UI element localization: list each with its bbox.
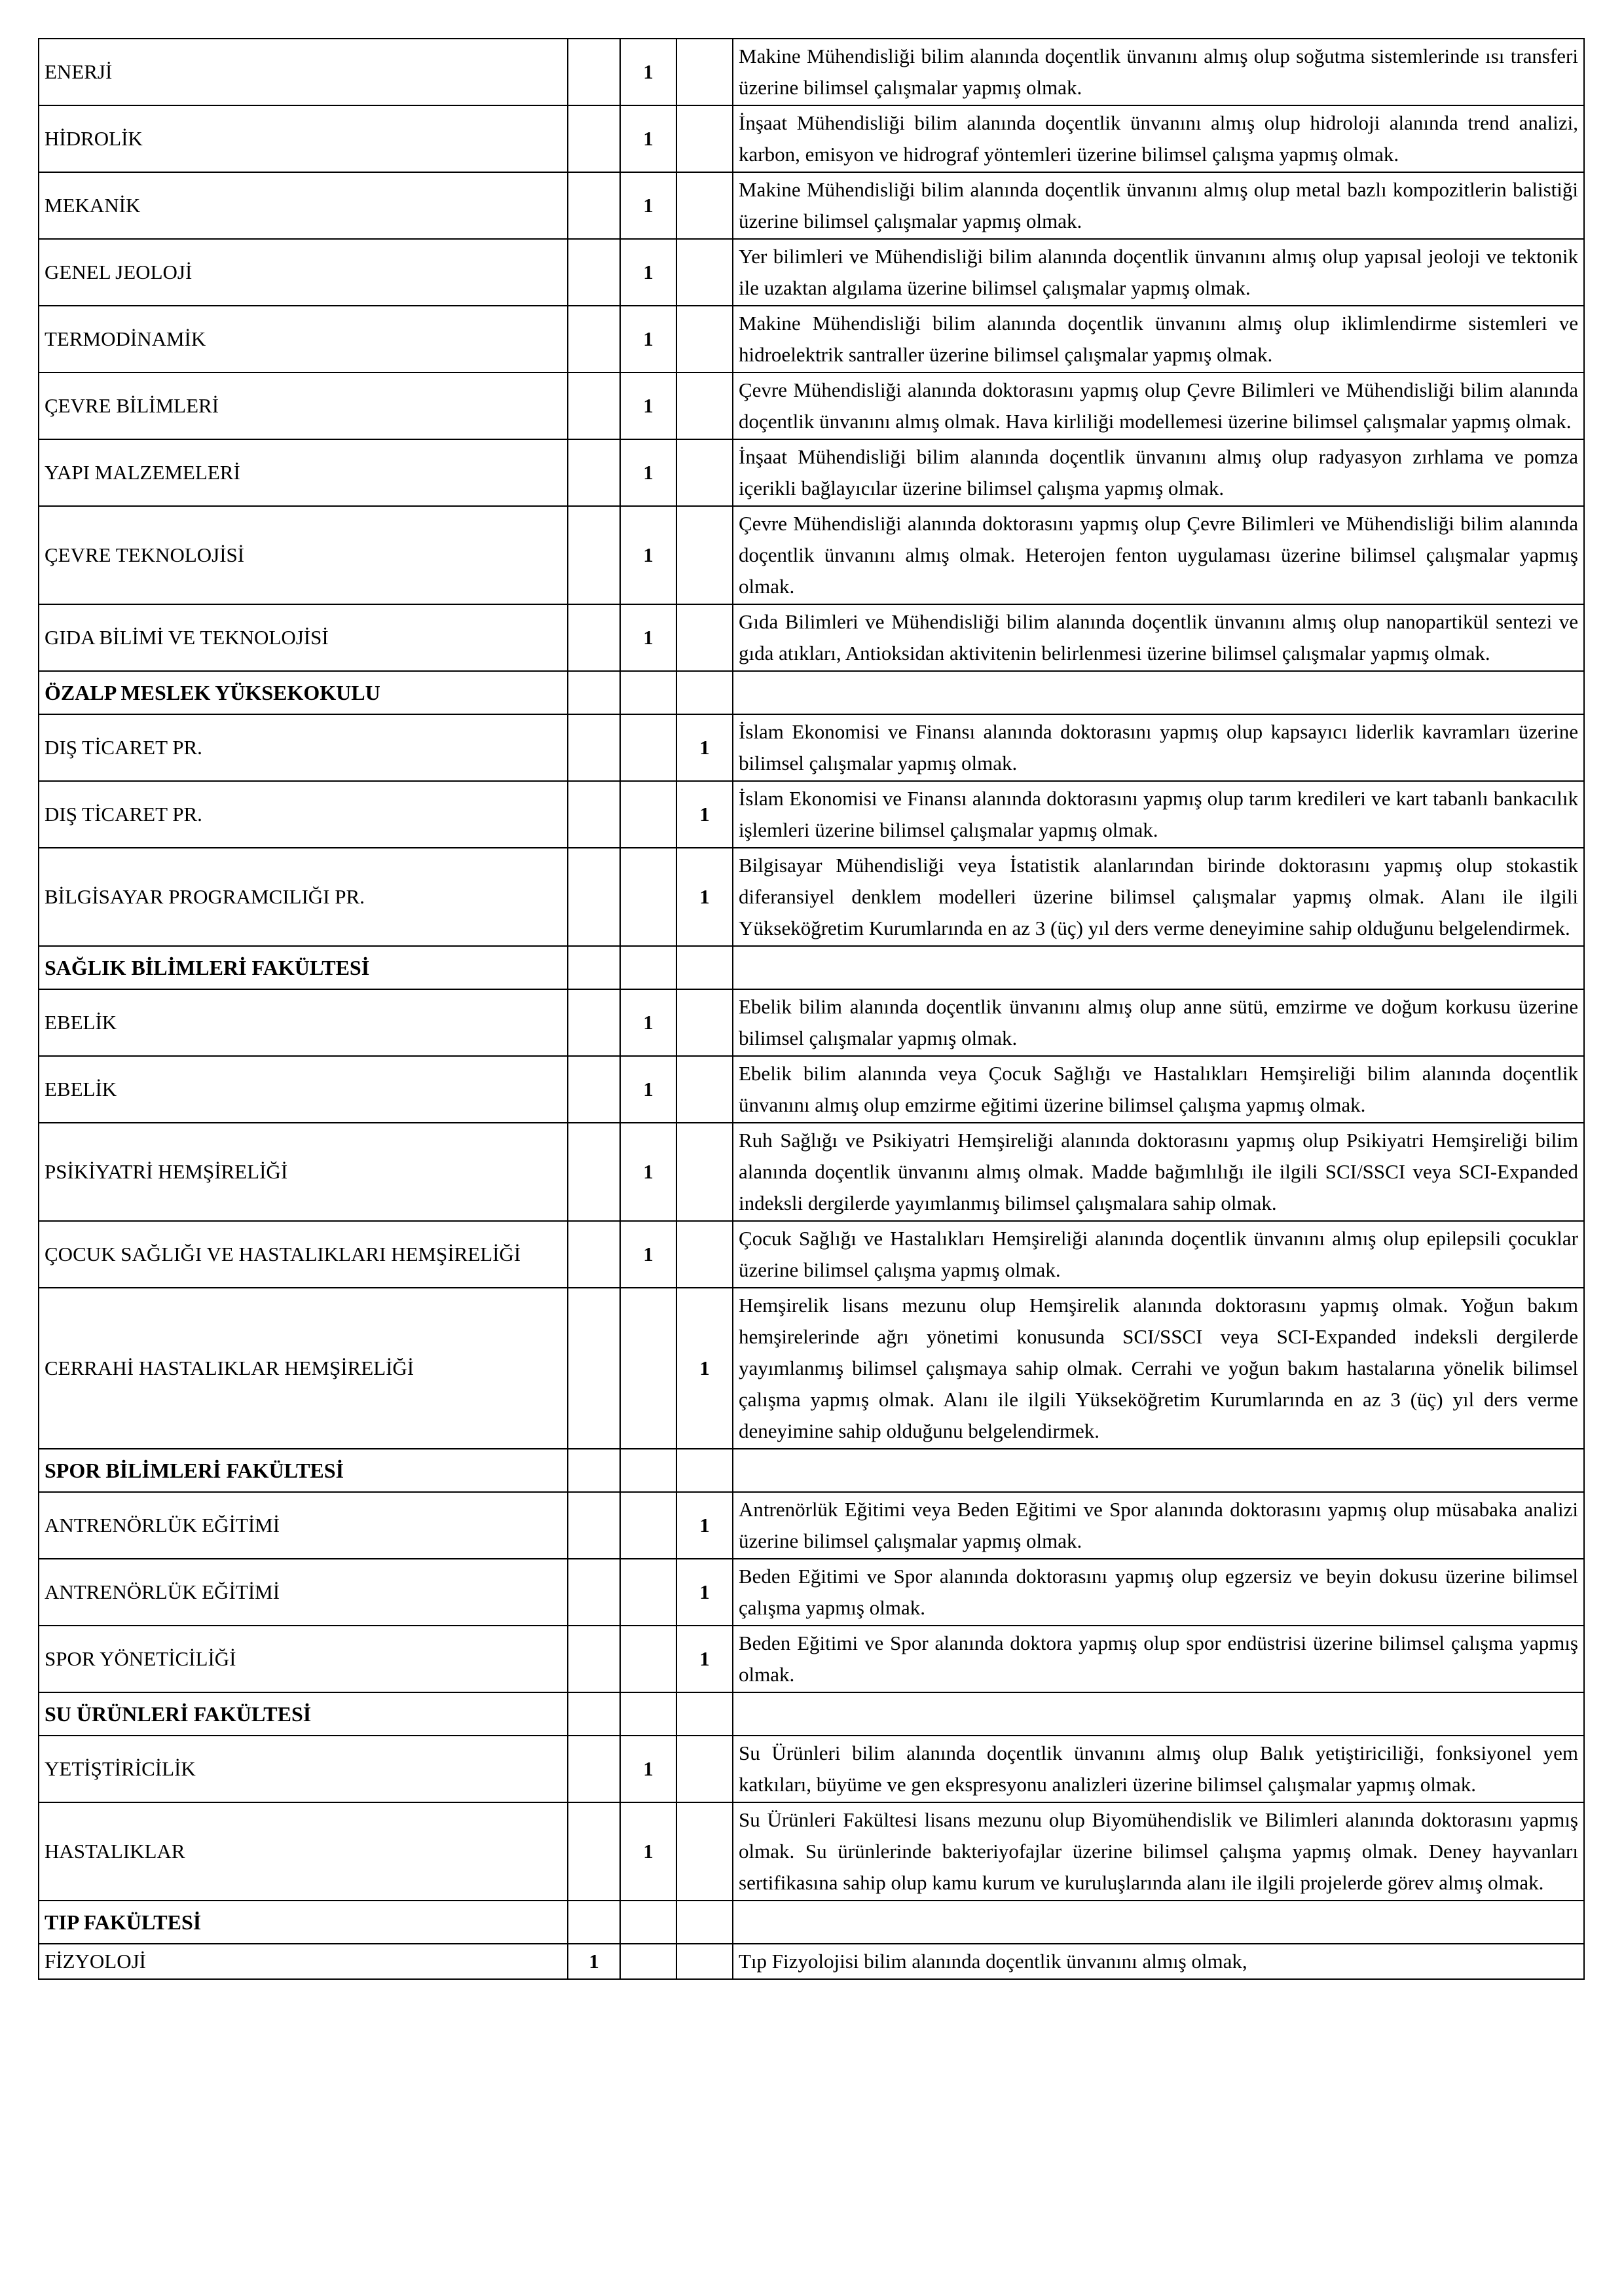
empty-cell [568, 105, 620, 172]
position-count: 1 [676, 714, 733, 781]
empty-cell [620, 946, 676, 989]
empty-cell [676, 1802, 733, 1901]
department-name: HİDROLİK [39, 105, 568, 172]
department-name: TERMODİNAMİK [39, 306, 568, 373]
department-name: PSİKİYATRİ HEMŞİRELİĞİ [39, 1123, 568, 1221]
empty-cell [568, 439, 620, 506]
position-count: 1 [620, 989, 676, 1056]
position-count: 1 [620, 1221, 676, 1288]
empty-cell [620, 1901, 676, 1944]
table-row [39, 1492, 1584, 1559]
empty-cell [568, 1559, 620, 1626]
empty-cell [568, 1123, 620, 1221]
table-row [39, 1802, 1584, 1901]
department-name: GENEL JEOLOJİ [39, 239, 568, 306]
position-count: 1 [676, 781, 733, 848]
table-row [39, 1123, 1584, 1221]
position-count: 1 [620, 172, 676, 239]
empty-cell [676, 1736, 733, 1802]
empty-cell [568, 671, 620, 714]
empty-cell [676, 1692, 733, 1736]
empty-cell [620, 781, 676, 848]
empty-cell [620, 1288, 676, 1449]
department-name: ÇOCUK SAĞLIĞI VE HASTALIKLARI HEMŞİRELİĞİ [39, 1221, 568, 1288]
empty-cell [676, 604, 733, 671]
requirement-description: Su Ürünleri bilim alanında doçentlik ünvanını almış olup Balık yetiştiriciliği, fonksiyonel yem katkıları, büyüme ve gen ekspresyonu analizleri üzerine bilimsel çalışmalar yapmış olmak. [733, 1736, 1584, 1802]
position-count: 1 [620, 1802, 676, 1901]
empty-cell [676, 1123, 733, 1221]
position-count: 1 [620, 439, 676, 506]
empty-cell [620, 671, 676, 714]
empty-cell [568, 239, 620, 306]
section-title: SU ÜRÜNLERİ FAKÜLTESİ [39, 1692, 568, 1736]
position-count: 1 [620, 506, 676, 604]
position-count: 1 [676, 848, 733, 946]
department-name: FİZYOLOJİ [39, 1944, 568, 1979]
empty-cell [568, 1492, 620, 1559]
requirement-description: Makine Mühendisliği bilim alanında doçentlik ünvanını almış olup iklimlendirme sistemleri ve hidroelektrik santraller üzerine bilimsel çalışmalar yapmış olmak. [733, 306, 1584, 373]
empty-cell [568, 604, 620, 671]
empty-cell [568, 1736, 620, 1802]
position-count: 1 [620, 1736, 676, 1802]
department-name: MEKANİK [39, 172, 568, 239]
empty-cell [568, 848, 620, 946]
empty-cell [568, 1288, 620, 1449]
requirement-description: İnşaat Mühendisliği bilim alanında doçentlik ünvanını almış olup hidroloji alanında trend analizi, karbon, emisyon ve hidrograf yöntemleri üzerine bilimsel çalışma yapmış olmak. [733, 105, 1584, 172]
position-count: 1 [620, 1056, 676, 1123]
position-count: 1 [676, 1559, 733, 1626]
department-name: DIŞ TİCARET PR. [39, 781, 568, 848]
table-row [39, 506, 1584, 604]
requirement-description: Ebelik bilim alanında doçentlik ünvanını almış olup anne sütü, emzirme ve doğum korkusu üzerine bilimsel çalışmalar yapmış olmak. [733, 989, 1584, 1056]
requirement-description: Gıda Bilimleri ve Mühendisliği bilim alanında doçentlik ünvanını almış olup nanopartikül sentezi ve gıda atıkları, Antioksidan aktivitenin belirlenmesi üzerine bilimsel çalışmalar yapmış olmak. [733, 604, 1584, 671]
table-row [39, 1288, 1584, 1449]
section-title: TIP FAKÜLTESİ [39, 1901, 568, 1944]
empty-cell [568, 39, 620, 105]
table-row [39, 239, 1584, 306]
requirement-description: İnşaat Mühendisliği bilim alanında doçentlik ünvanını almış olup radyasyon zırhlama ve pomza içerikli bağlayıcılar üzerine bilimsel çalışma yapmış olmak. [733, 439, 1584, 506]
empty-cell [676, 671, 733, 714]
empty-cell [620, 1492, 676, 1559]
empty-cell [733, 1449, 1584, 1492]
empty-cell [676, 172, 733, 239]
empty-cell [676, 306, 733, 373]
section-header-row [39, 1449, 1584, 1492]
requirement-description: İslam Ekonomisi ve Finansı alanında doktorasını yapmış olup kapsayıcı liderlik kavramları üzerine bilimsel çalışmalar yapmış olmak. [733, 714, 1584, 781]
empty-cell [568, 781, 620, 848]
empty-cell [620, 1559, 676, 1626]
requirement-description: Yer bilimleri ve Mühendisliği bilim alanında doçentlik ünvanını almış olup yapısal jeoloji ve tektonik ile uzaktan algılama üzerine bilimsel çalışmalar yapmış olmak. [733, 239, 1584, 306]
empty-cell [620, 848, 676, 946]
empty-cell [676, 1944, 733, 1979]
section-header-row [39, 1692, 1584, 1736]
department-name: BİLGİSAYAR PROGRAMCILIĞI PR. [39, 848, 568, 946]
section-title: ÖZALP MESLEK YÜKSEKOKULU [39, 671, 568, 714]
table-row [39, 604, 1584, 671]
department-name: YETİŞTİRİCİLİK [39, 1736, 568, 1802]
department-name: ENERJİ [39, 39, 568, 105]
position-count: 1 [620, 105, 676, 172]
empty-cell [676, 1221, 733, 1288]
empty-cell [568, 172, 620, 239]
empty-cell [676, 1056, 733, 1123]
empty-cell [676, 946, 733, 989]
table-row [39, 439, 1584, 506]
empty-cell [620, 1692, 676, 1736]
department-name: SPOR YÖNETİCİLİĞİ [39, 1626, 568, 1692]
table-row [39, 781, 1584, 848]
table-row [39, 172, 1584, 239]
department-name: ÇEVRE BİLİMLERİ [39, 373, 568, 439]
department-name: DIŞ TİCARET PR. [39, 714, 568, 781]
position-count: 1 [620, 604, 676, 671]
requirement-description: Bilgisayar Mühendisliği veya İstatistik alanlarından birinde doktorasını yapmış olup stokastik diferansiyel denklem modelleri üzerine bilimsel çalışmalar yapmış olmak. Alanı ile ilgili Yükseköğretim Kurumlarında en az 3 (üç) yıl ders verme deneyimine sahip olduğunu belgelendirmek. [733, 848, 1584, 946]
empty-cell [568, 989, 620, 1056]
table-row [39, 1944, 1584, 1979]
position-count: 1 [620, 39, 676, 105]
requirement-description: Çevre Mühendisliği alanında doktorasını yapmış olup Çevre Bilimleri ve Mühendisliği bilim alanında doçentlik ünvanını almış olmak. Hava kirliliği modellemesi üzerine bilimsel çalışmalar yapmış olmak. [733, 373, 1584, 439]
empty-cell [620, 1449, 676, 1492]
department-name: ÇEVRE TEKNOLOJİSİ [39, 506, 568, 604]
table-row [39, 373, 1584, 439]
empty-cell [676, 439, 733, 506]
requirement-description: Beden Eğitimi ve Spor alanında doktora yapmış olup spor endüstrisi üzerine bilimsel çalışma yapmış olmak. [733, 1626, 1584, 1692]
position-count: 1 [676, 1626, 733, 1692]
department-name: ANTRENÖRLÜK EĞİTİMİ [39, 1492, 568, 1559]
staff-positions-table [38, 38, 1585, 1980]
department-name: YAPI MALZEMELERİ [39, 439, 568, 506]
table-row [39, 39, 1584, 105]
empty-cell [568, 1901, 620, 1944]
empty-cell [733, 671, 1584, 714]
department-name: ANTRENÖRLÜK EĞİTİMİ [39, 1559, 568, 1626]
department-name: EBELİK [39, 1056, 568, 1123]
requirement-description: Tıp Fizyolojisi bilim alanında doçentlik ünvanını almış olmak, [733, 1944, 1584, 1979]
empty-cell [676, 1449, 733, 1492]
position-count: 1 [676, 1492, 733, 1559]
section-header-row [39, 946, 1584, 989]
position-count: 1 [676, 1288, 733, 1449]
requirement-description: Beden Eğitimi ve Spor alanında doktorasını yapmış olup egzersiz ve beyin dokusu üzerine bilimsel çalışma yapmış olmak. [733, 1559, 1584, 1626]
position-count: 1 [620, 373, 676, 439]
empty-cell [620, 1944, 676, 1979]
table-body [39, 39, 1584, 1979]
empty-cell [568, 1056, 620, 1123]
empty-cell [676, 239, 733, 306]
table-row [39, 1736, 1584, 1802]
department-name: HASTALIKLAR [39, 1802, 568, 1901]
empty-cell [568, 373, 620, 439]
position-count: 1 [568, 1944, 620, 1979]
empty-cell [733, 1901, 1584, 1944]
table-row [39, 848, 1584, 946]
empty-cell [568, 946, 620, 989]
empty-cell [568, 1449, 620, 1492]
requirement-description: Çevre Mühendisliği alanında doktorasını yapmış olup Çevre Bilimleri ve Mühendisliği bilim alanında doçentlik ünvanını almış olmak. Heterojen fenton uygulaması üzerine bilimsel çalışmalar yapmış olmak. [733, 506, 1584, 604]
empty-cell [620, 1626, 676, 1692]
empty-cell [568, 1802, 620, 1901]
empty-cell [568, 506, 620, 604]
section-title: SPOR BİLİMLERİ FAKÜLTESİ [39, 1449, 568, 1492]
empty-cell [568, 714, 620, 781]
table-row [39, 989, 1584, 1056]
requirement-description: Su Ürünleri Fakültesi lisans mezunu olup Biyomühendislik ve Bilimleri alanında doktorasını yapmış olmak. Su ürünlerinde bakteriyofajlar üzerine bilimsel çalışma yapmış olmak. Deney hayvanları sertifikasına sahip olup kamu kurum ve kuruluşlarında alanı ile ilgili projelerde görev almış olmak. [733, 1802, 1584, 1901]
empty-cell [676, 105, 733, 172]
requirement-description: Makine Mühendisliği bilim alanında doçentlik ünvanını almış olup soğutma sistemlerinde ısı transferi üzerine bilimsel çalışmalar yapmış olmak. [733, 39, 1584, 105]
section-header-row [39, 1901, 1584, 1944]
empty-cell [568, 1692, 620, 1736]
empty-cell [676, 39, 733, 105]
section-title: SAĞLIK BİLİMLERİ FAKÜLTESİ [39, 946, 568, 989]
empty-cell [676, 1901, 733, 1944]
position-count: 1 [620, 306, 676, 373]
empty-cell [676, 373, 733, 439]
empty-cell [568, 1221, 620, 1288]
empty-cell [568, 306, 620, 373]
department-name: CERRAHİ HASTALIKLAR HEMŞİRELİĞİ [39, 1288, 568, 1449]
empty-cell [620, 714, 676, 781]
requirement-description: İslam Ekonomisi ve Finansı alanında doktorasını yapmış olup tarım kredileri ve kart tabanlı bankacılık işlemleri üzerine bilimsel çalışmalar yapmış olmak. [733, 781, 1584, 848]
requirement-description: Ebelik bilim alanında veya Çocuk Sağlığı ve Hastalıkları Hemşireliği bilim alanında doçentlik ünvanını almış olup emzirme eğitimi üzerine bilimsel çalışma yapmış olmak. [733, 1056, 1584, 1123]
requirement-description: Ruh Sağlığı ve Psikiyatri Hemşireliği alanında doktorasını yapmış olup Psikiyatri Hemşireliği bilim alanında doçentlik ünvanını almış olmak. Madde bağımlılığı ile ilgili SCI/SSCI veya SCI-Expanded indeksli dergilerde yayımlanmış bilimsel çalışmalara sahip olmak. [733, 1123, 1584, 1221]
position-count: 1 [620, 1123, 676, 1221]
position-count: 1 [620, 239, 676, 306]
requirement-description: Makine Mühendisliği bilim alanında doçentlik ünvanını almış olup metal bazlı kompozitlerin balistiği üzerine bilimsel çalışmalar yapmış olmak. [733, 172, 1584, 239]
empty-cell [676, 989, 733, 1056]
section-header-row [39, 671, 1584, 714]
table-row [39, 1221, 1584, 1288]
table-row [39, 1559, 1584, 1626]
requirement-description: Antrenörlük Eğitimi veya Beden Eğitimi ve Spor alanında doktorasını yapmış olup müsabaka analizi üzerine bilimsel çalışmalar yapmış olmak. [733, 1492, 1584, 1559]
empty-cell [676, 506, 733, 604]
table-row [39, 306, 1584, 373]
requirement-description: Hemşirelik lisans mezunu olup Hemşirelik alanında doktorasını yapmış olmak. Yoğun bakım hemşirelerinde ağrı yönetimi konusunda SCI/SSCI veya SCI-Expanded indeksli dergilerde yayımlanmış bilimsel çalışmaya sahip olmak. Cerrahi ve yoğun bakım hastalarına yönelik bilimsel çalışma yapmış olmak. Alanı ile ilgili Yükseköğretim Kurumlarında en az 3 (üç) yıl ders verme deneyimine sahip olduğunu belgelendirmek. [733, 1288, 1584, 1449]
department-name: GIDA BİLİMİ VE TEKNOLOJİSİ [39, 604, 568, 671]
table-row [39, 1056, 1584, 1123]
empty-cell [733, 946, 1584, 989]
empty-cell [733, 1692, 1584, 1736]
empty-cell [568, 1626, 620, 1692]
requirement-description: Çocuk Sağlığı ve Hastalıkları Hemşireliği alanında doçentlik ünvanını almış olup epilepsili çocuklar üzerine bilimsel çalışma yapmış olmak. [733, 1221, 1584, 1288]
table-row [39, 105, 1584, 172]
table-row [39, 714, 1584, 781]
table-row [39, 1626, 1584, 1692]
department-name: EBELİK [39, 989, 568, 1056]
